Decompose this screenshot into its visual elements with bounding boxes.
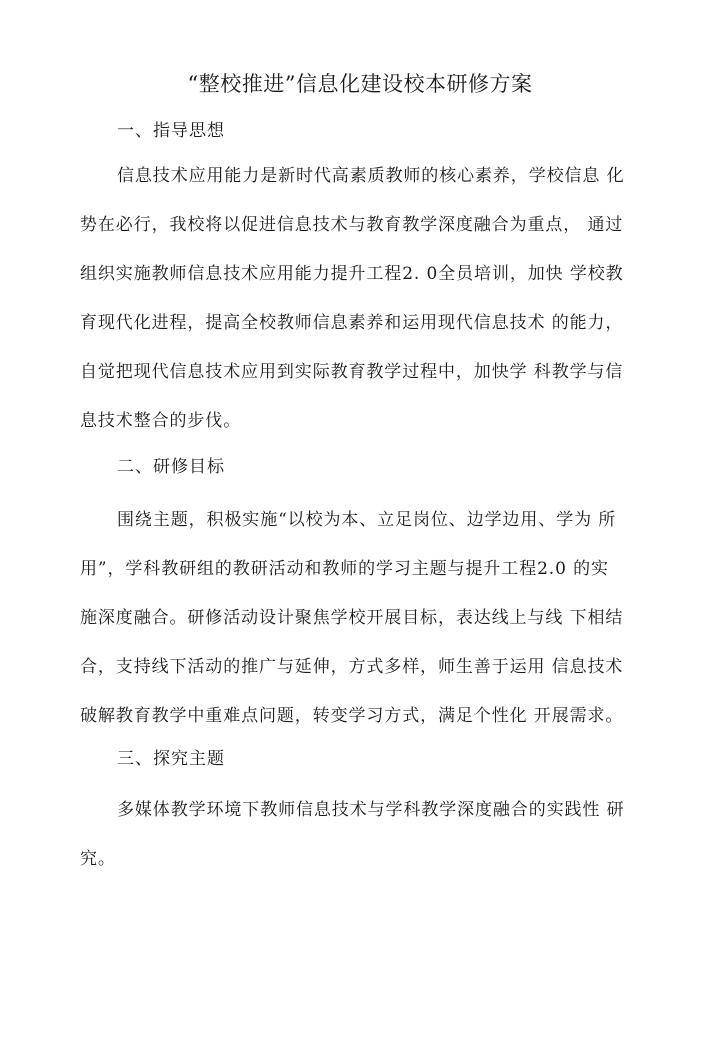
paragraph-line: 信息技术应用能力是新时代高素质教师的核心素养，学校信息 化	[117, 166, 625, 186]
paragraph-line: 用”，学科教研组的教研活动和教师的学习主题与提升工程2.0 的实	[80, 559, 609, 579]
section-heading-guiding-ideology: 一、指导思想	[117, 121, 225, 141]
section-paragraph-guiding-ideology	[80, 152, 640, 446]
paragraph-line: 究。	[80, 849, 116, 869]
paragraph-line: 自觉把现代信息技术应用到实际教育教学过程中，加快学 科教学与信	[80, 362, 624, 382]
paragraph-line: 施深度融合。研修活动设计聚焦学校开展目标，表达线上与线 下相结	[80, 608, 624, 628]
paragraph-line: 多媒体教学环境下教师信息技术与学科教学深度融合的实践性 研	[117, 800, 625, 820]
paragraph-line: 育现代化进程，提高全校教师信息素养和运用现代信息技术 的能力，	[80, 313, 624, 333]
paragraph-line: 息技术整合的步伐。	[80, 411, 242, 431]
paragraph-line: 围绕主题，积极实施“以校为本、立足岗位、边学边用、学为 所	[117, 510, 617, 530]
paragraph-line: 势在必行，我校将以促进信息技术与教育教学深度融合为重点， 通过	[80, 215, 624, 235]
paragraph-line: 合，支持线下活动的推广与延伸，方式多样，师生善于运用 信息技术	[80, 657, 624, 677]
section-heading-research-topic: 三、探究主题	[117, 749, 225, 769]
section-heading-study-goals: 二、研修目标	[117, 457, 225, 477]
section-paragraph-study-goals	[80, 496, 640, 741]
paragraph-line: 组织实施教师信息技术应用能力提升工程2. 0全员培训，加快 学校教	[80, 264, 624, 284]
document-title: “整校推进”信息化建设校本研修方案	[187, 72, 533, 96]
section-paragraph-research-topic	[80, 786, 640, 884]
paragraph-line: 破解教育教学中重难点问题，转变学习方式，满足个性化 开展需求。	[80, 706, 624, 726]
